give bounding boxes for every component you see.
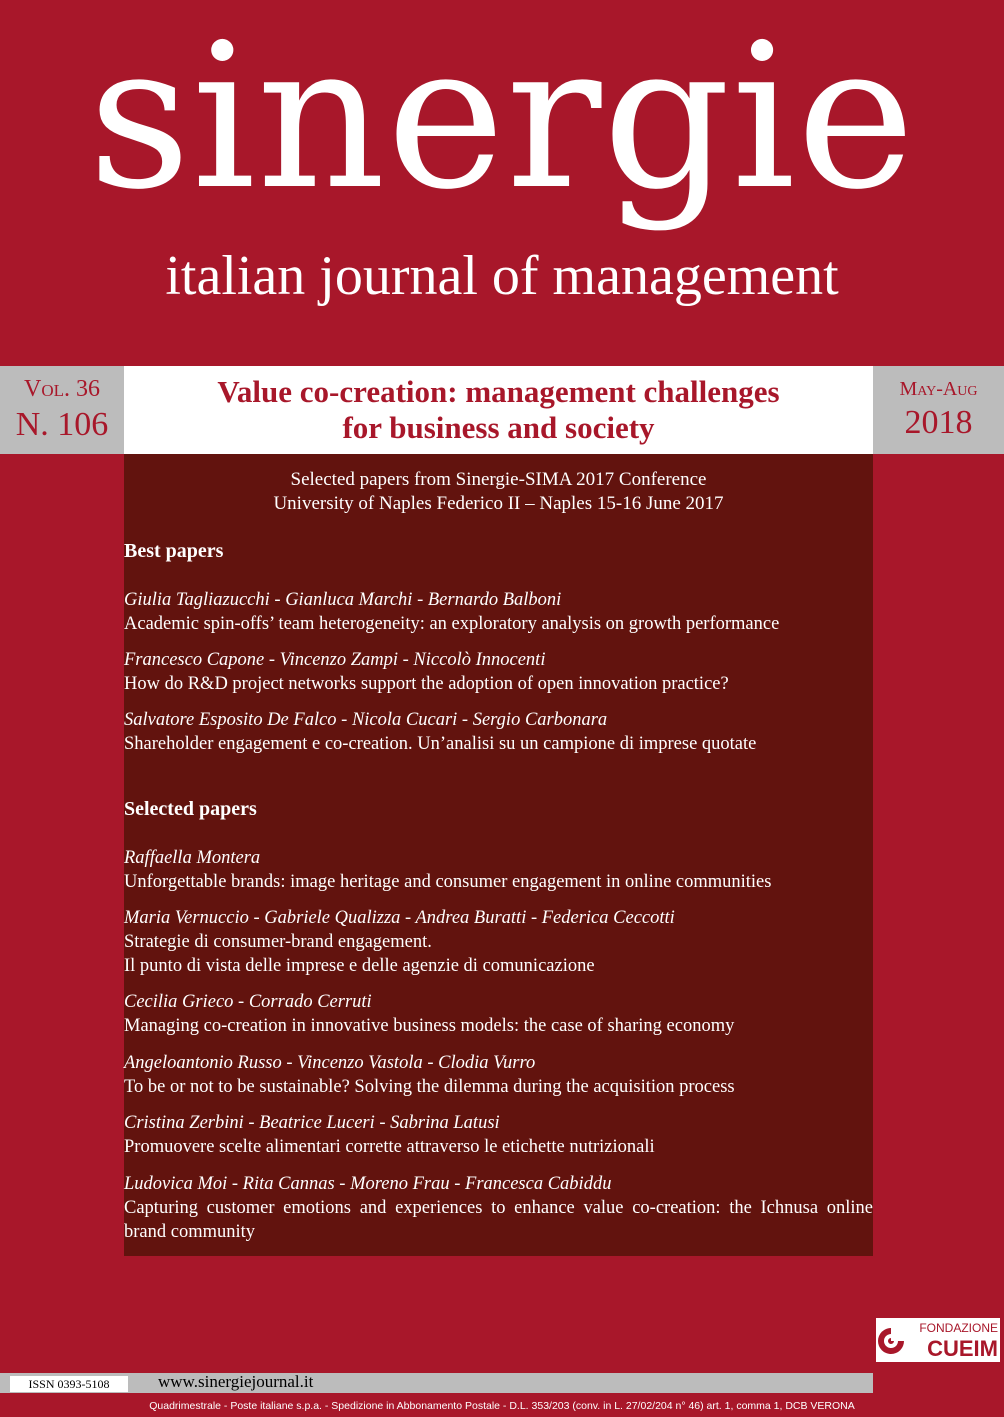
- list-item: [124, 906, 873, 978]
- cueim-logo-line2: CUEIM: [927, 1336, 998, 1361]
- paper-authors: Ludovica Moi - Rita Cannas - Moreno Frau - Francesca Cabiddu: [124, 1174, 612, 1194]
- paper-authors: Maria Vernuccio - Gabriele Qualizza - Andrea Buratti - Federica Ceccotti: [124, 908, 675, 928]
- list-item: [124, 588, 873, 636]
- paper-authors: Cecilia Grieco - Corrado Cerruti: [124, 992, 372, 1012]
- table-of-contents: [124, 454, 873, 1256]
- issue-number: N. 106: [15, 406, 109, 443]
- issue-title: [124, 374, 873, 446]
- paper-authors: Cristina Zerbini - Beatrice Luceri - Sabrina Latusi: [124, 1113, 500, 1133]
- footer-bar: [0, 1373, 873, 1393]
- journal-logo: sinergie: [88, 1, 916, 234]
- paper-title: Promuovere scelte alimentari corrette attraverso le etichette nutrizionali: [124, 1137, 655, 1157]
- paper-title: Shareholder engagement e co-creation. Un’analisi su un campione di imprese quotate: [124, 734, 757, 754]
- list-item: [124, 648, 873, 696]
- conference-info: [124, 468, 873, 516]
- list-item: [124, 708, 873, 756]
- issue-title-box: [124, 366, 873, 454]
- paper-title-line2: Il punto di vista delle imprese e delle agenzie di comunicazione: [124, 956, 595, 976]
- cueim-logo: [876, 1318, 1000, 1362]
- paper-authors: Francesco Capone - Vincenzo Zampi - Niccolò Innocenti: [124, 650, 546, 670]
- paper-title: Capturing customer emotions and experiences to enhance value co-creation: the Ichnusa online brand community: [124, 1198, 873, 1242]
- list-item: [124, 1111, 873, 1159]
- paper-title: To be or not to be sustainable? Solving the dilemma during the acquisition process: [124, 1077, 735, 1097]
- date-box: [873, 366, 1004, 454]
- list-item: [124, 846, 873, 894]
- list-item: [124, 990, 873, 1038]
- paper-authors: Angeloantonio Russo - Vincenzo Vastola - Clodia Vurro: [124, 1053, 536, 1073]
- website-link[interactable]: www.sinergiejournal.it: [158, 1372, 314, 1391]
- issue-year: 2018: [904, 404, 973, 441]
- paper-title: How do R&D project networks support the adoption of open innovation practice?: [124, 674, 729, 694]
- volume-label: Vol. 36: [24, 376, 100, 402]
- paper-authors: Salvatore Esposito De Falco - Nicola Cucari - Sergio Carbonara: [124, 710, 608, 730]
- list-item: [124, 1051, 873, 1099]
- journal-subtitle: italian journal of management: [165, 245, 839, 307]
- paper-title: Managing co-creation in innovative business models: the case of sharing economy: [124, 1016, 735, 1036]
- paper-title: Unforgettable brands: image heritage and consumer engagement in online communities: [124, 872, 772, 892]
- conference-line2: University of Naples Federico II – Naples 15-16 June 2017: [273, 493, 724, 514]
- paper-title: Academic spin-offs’ team heterogeneity: an exploratory analysis on growth performance: [124, 614, 780, 634]
- selected-papers-heading: Selected papers: [124, 798, 257, 820]
- cueim-logo-line1: FONDAZIONE: [919, 1321, 998, 1335]
- paper-authors: Giulia Tagliazucchi - Gianluca Marchi - Bernardo Balboni: [124, 590, 562, 610]
- masthead: [0, 0, 1004, 366]
- issue-months: May-Aug: [899, 378, 978, 400]
- issue-title-line1: Value co-creation: management challenges: [217, 374, 780, 409]
- conference-line1: Selected papers from Sinergie-SIMA 2017 Conference: [290, 469, 707, 490]
- list-item: [124, 1172, 873, 1244]
- best-papers-heading: Best papers: [124, 540, 224, 562]
- issn: ISSN 0393-5108: [10, 1376, 128, 1392]
- volume-box: [0, 366, 124, 454]
- paper-title: Strategie di consumer-brand engagement.: [124, 932, 432, 952]
- paper-authors: Raffaella Montera: [124, 848, 261, 868]
- issue-title-line2: for business and society: [342, 410, 655, 445]
- postal-notice: Quadrimestrale - Poste italiane s.p.a. - Spedizione in Abbonamento Postale - D.L. 353/203 (conv. in L. 27/02/204 n° 46) art. 1, comma 1, DCB VERONA: [149, 1400, 855, 1412]
